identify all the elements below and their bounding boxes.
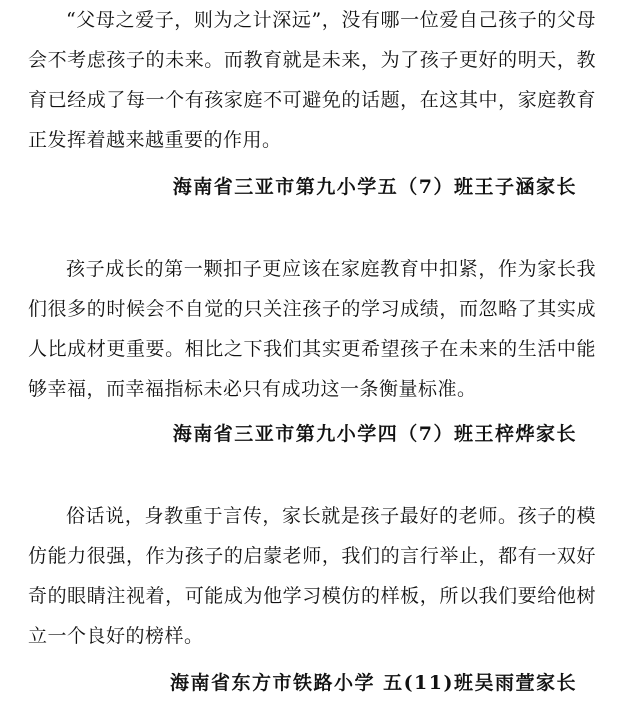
paragraph-3: 俗话说，身教重于言传，家长就是孩子最好的老师。孩子的模仿能力很强，作为孩子的启蒙老师，我们的言行举止，都有一双好奇的眼睛注视着，可能成为他学习模仿的样板，所以我们要给他树立一个良好的榜样。 — [28, 505, 596, 647]
paragraph-1: “父母之爱子，则为之计深远”，没有哪一位爱自己孩子的父母会不考虑孩子的未来。而教育就是未来，为了孩子更好的明天，教育已经成了每一个有孩家庭不可避免的话题，在这其中，家庭教育正发挥着越来越重要的作用。 — [28, 9, 596, 151]
signature-2: 海南省三亚市第九小学四（7）班王梓烨家长 — [172, 423, 577, 445]
paragraph-2: 孩子成长的第一颗扣子更应该在家庭教育中扣紧，作为家长我们很多的时候会不自觉的只关注孩子的学习成绩，而忽略了其实成人比成材更重要。相比之下我们其实更希望孩子在未来的生活中能够幸福，而幸福指标未必只有成功这一条衡量标准。 — [28, 258, 596, 400]
signature-1: 海南省三亚市第九小学五（7）班王子涵家长 — [172, 176, 577, 198]
signature-3: 海南省东方市铁路小学 五(11)班吴雨萱家长 — [169, 672, 577, 694]
